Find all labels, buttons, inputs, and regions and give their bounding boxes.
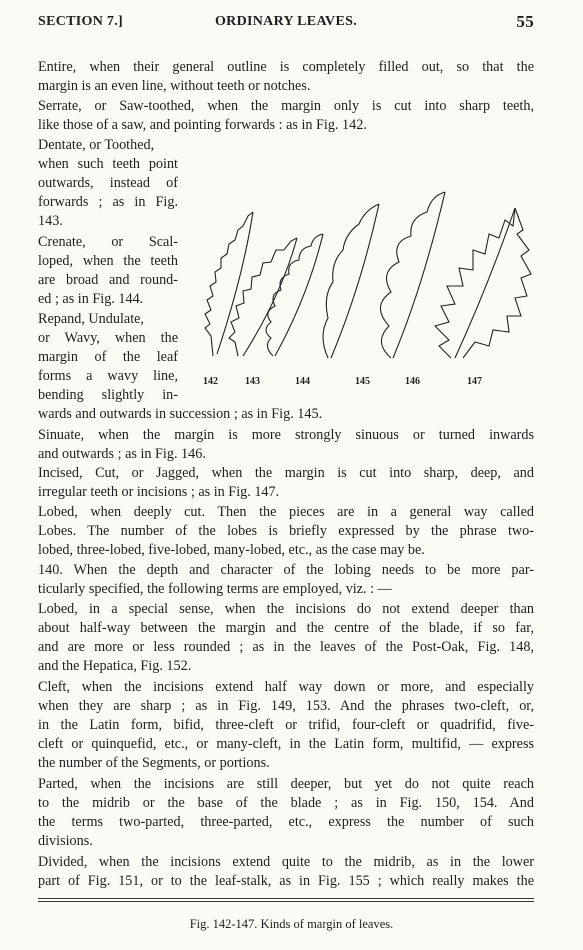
text-line: Repand, Undulate, — [38, 311, 144, 327]
text-line: 143. — [38, 213, 63, 229]
text-line: divisions. — [38, 833, 93, 849]
leaf-margin-illustration — [183, 146, 533, 392]
text-line: Parted, when the incisions are still deeper, but yet do not quite reach — [38, 776, 534, 792]
text-line: cleft or quinquefid, etc., or many-cleft, in the Latin form, multifid, — express — [38, 736, 534, 752]
text-line: lobed, three-lobed, five-lobed, many-lobed, etc., as the case may be. — [38, 542, 425, 558]
text-line: 140. When the depth and character of the lobing needs to be more par- — [38, 562, 534, 578]
text-line: and the Hepatica, Fig. 152. — [38, 658, 192, 674]
text-line: Lobed, when deeply cut. Then the pieces are in a general way called — [38, 504, 534, 520]
chapter-title: ORDINARY LEAVES. — [214, 14, 357, 29]
text-line: like those of a saw, and pointing forwards : as in Fig. 142. — [38, 117, 367, 133]
text-line: forwards ; as in Fig. — [38, 194, 178, 210]
text-line: ticularly specified, the following terms are employed, viz. : — — [38, 581, 392, 597]
text-line: wards and outwards in succession ; as in Fig. 145. — [38, 406, 323, 422]
leaf-146-sinuate — [380, 192, 445, 358]
figure-label: 144 — [295, 376, 310, 387]
text-line: the number of the Segments, or portions. — [38, 755, 270, 771]
text-line: and outwards ; as in Fig. 146. — [38, 446, 206, 462]
text-line: bending slightly in- — [38, 387, 178, 403]
text-line: Incised, Cut, or Jagged, when the margin is cut into sharp, deep, and — [38, 465, 534, 481]
leaf-145-undulate — [323, 204, 379, 358]
text-line: part of Fig. 151, or to the leaf-stalk, as in Fig. 155 ; which really makes the — [38, 873, 534, 889]
text-line: when they are sharp ; as in Fig. 149, 153. And the phrases two-cleft, or, — [38, 698, 534, 714]
text-line: margin is an even line, without teeth or notches. — [38, 78, 311, 94]
text-line: in the Latin form, bifid, three-cleft or trifid, four-cleft or quadrifid, five- — [38, 717, 534, 733]
text-line: Serrate, or Saw-toothed, when the margin only is cut into sharp teeth, — [38, 98, 534, 114]
text-line: Lobes. The number of the lobes is briefly expressed by the phrase two- — [38, 523, 534, 539]
section-label: SECTION 7.] — [38, 14, 123, 29]
figure-label: 143 — [245, 376, 260, 387]
text-line: to the midrib or the base of the blade ; as in Fig. 150, 154. And — [38, 795, 534, 811]
text-line: Sinuate, when the margin is more strongly sinuous or turned inwards — [38, 427, 534, 443]
text-line: the terms two-parted, three-parted, etc., express the number of such — [38, 814, 534, 830]
running-header — [38, 14, 534, 36]
figure-label: 146 — [405, 376, 420, 387]
text-line: Cleft, when the incisions extend half way down or more, and especially — [38, 679, 534, 695]
text-line: loped, when the teeth — [38, 253, 178, 269]
text-line: Dentate, or Toothed, — [38, 137, 155, 153]
figure-label: 147 — [467, 376, 482, 387]
text-line: forms a wavy line, — [38, 368, 178, 384]
leaf-147-incised — [435, 208, 531, 358]
text-line: ed ; as in Fig. 144. — [38, 291, 144, 307]
leaf-143-dentate — [229, 238, 297, 356]
figure-label: 145 — [355, 376, 370, 387]
text-line: Crenate, or Scal- — [38, 234, 178, 250]
figure-caption: Fig. 142-147. Kinds of margin of leaves. — [189, 917, 394, 931]
text-line: and are more or less rounded ; as in the leaves of the Post-Oak, Fig. 148, — [38, 639, 534, 655]
text-line: when such teeth point — [38, 156, 178, 172]
text-line: irregular teeth or incisions ; as in Fig. 147. — [38, 484, 280, 500]
text-line: about half-way between the margin and the centre of the blade, if so far, — [38, 620, 534, 636]
footnote-rule — [38, 898, 534, 899]
text-line: margin of the leaf — [38, 349, 178, 365]
text-line: are broad and round- — [38, 272, 178, 288]
text-line: Divided, when the incisions extend quite to the midrib, as in the lower — [38, 854, 534, 870]
text-line: Lobed, in a special sense, when the incisions do not extend deeper than — [38, 601, 534, 617]
page-number: 55 — [516, 12, 534, 31]
footnote-rule — [38, 901, 534, 902]
text-line: outwards, instead of — [38, 175, 178, 191]
figure-label: 142 — [203, 376, 218, 387]
text-line: Entire, when their general outline is completely filled out, so that the — [38, 59, 534, 75]
leaf-142-serrate — [205, 212, 253, 356]
text-line: or Wavy, when the — [38, 330, 178, 346]
